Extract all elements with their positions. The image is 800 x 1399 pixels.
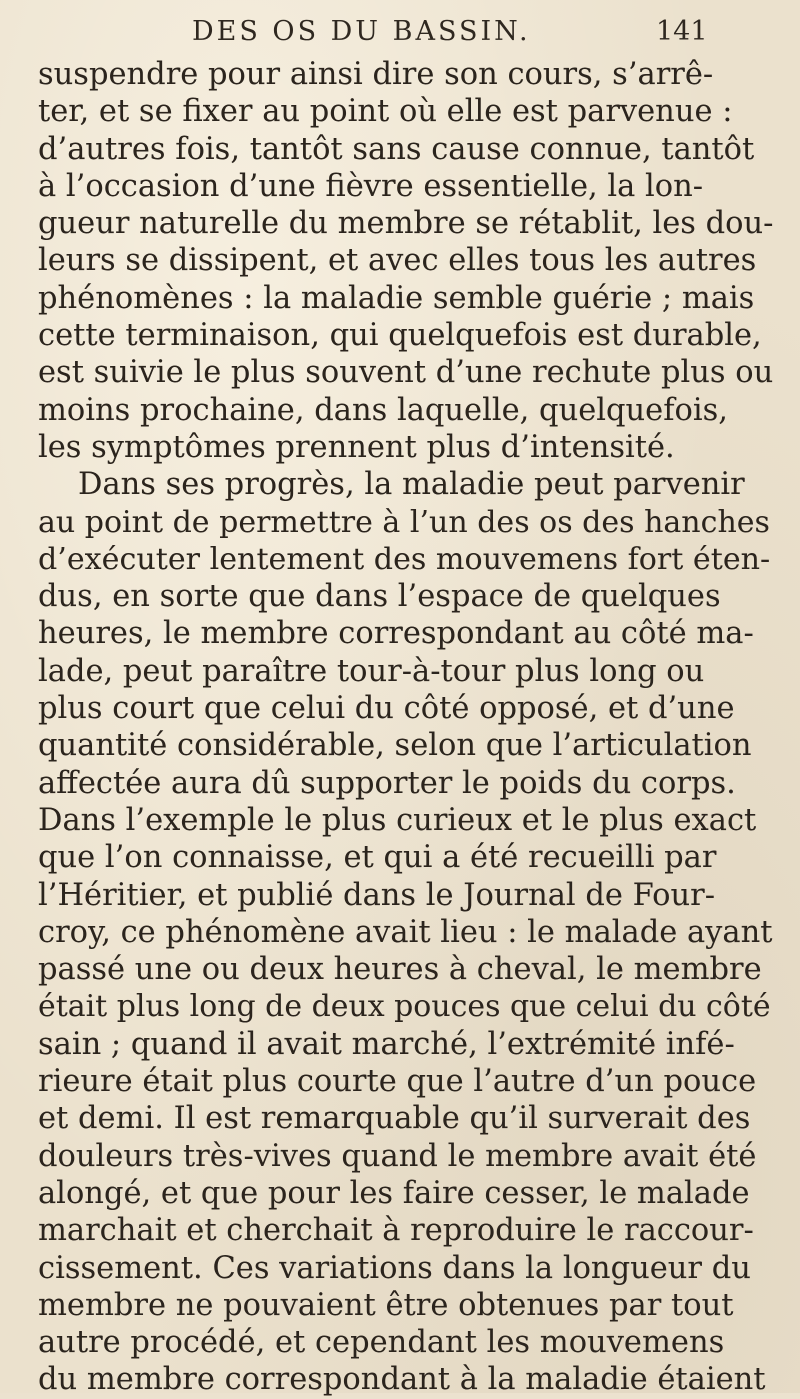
text-line: moins prochaine, dans laquelle, quelquefois, <box>38 392 728 428</box>
page-number: 141 <box>656 16 708 47</box>
text-line: était plus long de deux pouces que celui du côté <box>38 989 771 1025</box>
text-line: que l’on connaisse, et qui a été recueilli par <box>38 840 717 876</box>
text-line: l’Héritier, et publié dans le Journal de Four- <box>38 877 716 913</box>
text-line: plus court que celui du côté opposé, et d’une <box>38 691 735 727</box>
text-line: marchait et cherchait à reproduire le raccour- <box>38 1213 754 1249</box>
text-line: d’exécuter lentement des mouvemens fort éten- <box>38 541 771 577</box>
text-line: du membre correspondant à la maladie étaient <box>38 1362 766 1398</box>
text-line: cissement. Ces variations dans la longueur du <box>38 1250 751 1286</box>
text-line: gueur naturelle du membre se rétablit, les dou- <box>38 206 774 242</box>
text-line: d’autres fois, tantôt sans cause connue, tantôt <box>38 131 755 167</box>
text-line: cette terminaison, qui quelquefois est durable, <box>38 318 762 354</box>
text-line: dus, en sorte que dans l’espace de quelques <box>38 579 721 615</box>
text-line: les symptômes prennent plus d’intensité. <box>38 429 675 465</box>
text-line: phénomènes : la maladie semble guérie ; mais <box>38 280 755 316</box>
text-line: croy, ce phénomène avait lieu : le malade ayant <box>38 914 773 950</box>
paragraph-start-line: Dans ses progrès, la maladie peut parvenir <box>78 467 745 503</box>
text-line: passé une ou deux heures à cheval, le membre <box>38 952 762 988</box>
text-line: à l’occasion d’une fièvre essentielle, la lon- <box>38 168 704 204</box>
text-line: est suivie le plus souvent d’une rechute plus ou <box>38 355 774 391</box>
text-line: lade, peut paraître tour-à-tour plus long ou <box>38 653 705 689</box>
text-line: douleurs très-vives quand le membre avait été <box>38 1138 757 1174</box>
text-line: suspendre pour ainsi dire son cours, s’arrê- <box>38 57 714 92</box>
text-line: ter, et se fixer au point où elle est parvenue : <box>38 94 733 130</box>
body-text <box>38 56 778 1399</box>
text-line: leurs se dissipent, et avec elles tous les autres <box>38 243 757 279</box>
text-line: alongé, et que pour les faire cesser, le malade <box>38 1175 750 1211</box>
text-line: et demi. Il est remarquable qu’il surverait des <box>38 1101 751 1137</box>
page-header <box>0 12 800 52</box>
running-title: DES OS DU BASSIN. <box>192 16 531 47</box>
text-line: quantité considérable, selon que l’articulation <box>38 728 752 764</box>
text-line: membre ne pouvaient être obtenues par tout <box>38 1287 734 1323</box>
text-line: au point de permettre à l’un des os des hanches <box>38 504 770 540</box>
text-line: rieure était plus courte que l’autre d’un pouce <box>38 1064 757 1100</box>
text-line: sain ; quand il avait marché, l’extrémité infé- <box>38 1026 735 1062</box>
text-line: autre procédé, et cependant les mouvemens <box>38 1325 725 1361</box>
text-line: Dans l’exemple le plus curieux et le plus exact <box>38 802 757 838</box>
text-line: affectée aura dû supporter le poids du corps. <box>38 765 736 801</box>
text-line: heures, le membre correspondant au côté ma- <box>38 616 754 652</box>
